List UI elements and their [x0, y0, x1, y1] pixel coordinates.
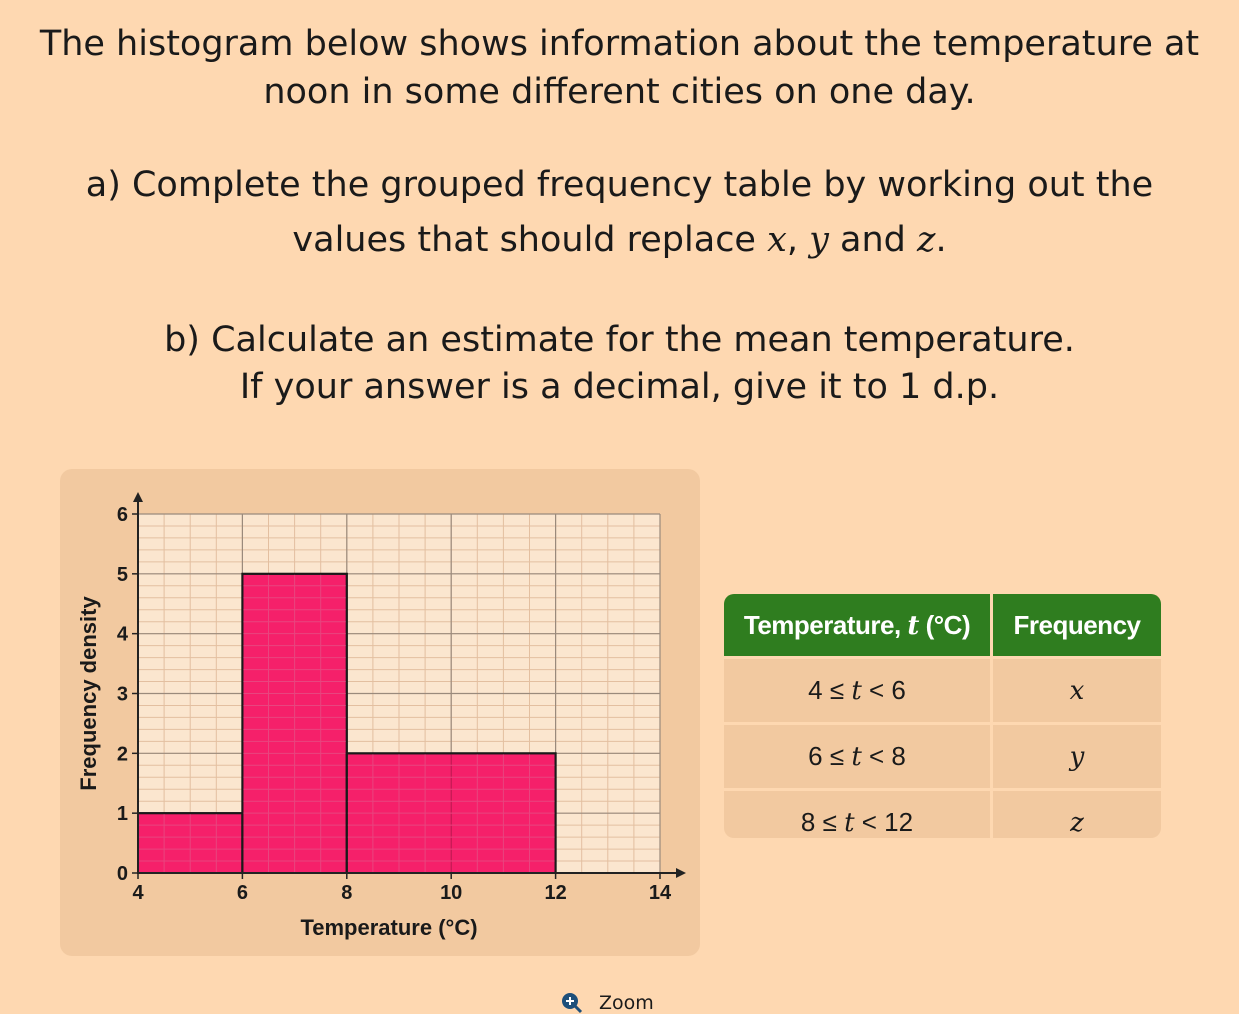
- table-row: [724, 658, 1161, 724]
- interval-var: t: [851, 676, 862, 706]
- y-tick-label: 0: [116, 863, 128, 885]
- frequency-cell: [992, 790, 1162, 839]
- zoom-button[interactable]: [561, 992, 654, 1014]
- x-tick-label: 6: [236, 882, 248, 904]
- part-a-text: values that should replace: [292, 220, 768, 260]
- interval-cell: 6 ≤ t < 8: [724, 724, 992, 790]
- x-tick-label: 8: [341, 882, 353, 904]
- interval-high: 8: [891, 741, 906, 771]
- table-row: [724, 790, 1161, 839]
- header-temp-var: t: [907, 610, 919, 641]
- y-tick-label: 5: [116, 563, 128, 586]
- part-a-line-2: [0, 218, 1239, 262]
- y-axis-label: Frequency density: [76, 596, 101, 791]
- zoom-in-icon: [561, 992, 583, 1014]
- y-axis-arrow: [133, 492, 143, 502]
- part-a-end: .: [935, 220, 947, 260]
- part-a-comma: ,: [786, 220, 810, 260]
- y-tick-label: 6: [116, 504, 128, 526]
- header-temp-unit: (°C): [918, 609, 971, 640]
- x-tick-label: 10: [440, 882, 463, 904]
- x-tick-label: 12: [544, 882, 567, 904]
- y-tick-label: 1: [116, 803, 128, 826]
- y-tick-label: 4: [116, 623, 128, 646]
- frequency-var: x: [1069, 676, 1085, 706]
- histogram-card: [60, 469, 700, 956]
- header-frequency: Frequency: [992, 594, 1162, 658]
- x-tick-label: 14: [648, 882, 672, 904]
- zoom-label: Zoom: [599, 992, 654, 1014]
- part-a-x: x: [767, 220, 787, 260]
- frequency-table: [724, 594, 1161, 838]
- x-axis-label: Temperature (°C): [300, 915, 478, 940]
- interval-cell: 8 ≤ t < 12: [724, 790, 992, 839]
- part-b-line-1: b) Calculate an estimate for the mean temperature.: [164, 320, 1075, 360]
- interval-var: t: [851, 742, 862, 772]
- interval-cell: 4 ≤ t < 6: [724, 658, 992, 724]
- interval-low: 8: [800, 807, 816, 837]
- intro-line-1: The histogram below shows information about the temperature at: [39, 24, 1200, 64]
- histogram: [60, 469, 700, 956]
- y-tick-label: 3: [116, 683, 128, 706]
- part-b-line-2: If your answer is a decimal, give it to 1 d.p.: [239, 367, 1000, 407]
- frequency-cell: [992, 658, 1162, 724]
- intro-line-2: noon in some different cities on one day.: [263, 72, 976, 112]
- interval-low: 4: [808, 675, 823, 705]
- header-temperature: [724, 594, 992, 658]
- header-temp-prefix: Temperature,: [743, 609, 908, 640]
- frequency-cell: [992, 724, 1162, 790]
- x-tick-label: 4: [132, 882, 144, 904]
- frequency-var: z: [1070, 808, 1084, 838]
- frequency-var: y: [1069, 742, 1085, 772]
- frequency-table-card: [724, 594, 1161, 838]
- interval-low: 6: [808, 741, 823, 771]
- part-a-z: z: [917, 220, 936, 260]
- part-a-and: and: [828, 220, 917, 260]
- interval-var: t: [844, 808, 855, 838]
- interval-high: 6: [891, 675, 906, 705]
- part-a-line-1: a) Complete the grouped frequency table by working out the: [85, 165, 1154, 205]
- x-axis-arrow: [676, 868, 686, 878]
- interval-high: 12: [884, 807, 914, 837]
- y-tick-label: 2: [116, 743, 128, 766]
- table-header-row: [724, 594, 1161, 658]
- table-row: [724, 724, 1161, 790]
- part-a-y: y: [809, 220, 829, 260]
